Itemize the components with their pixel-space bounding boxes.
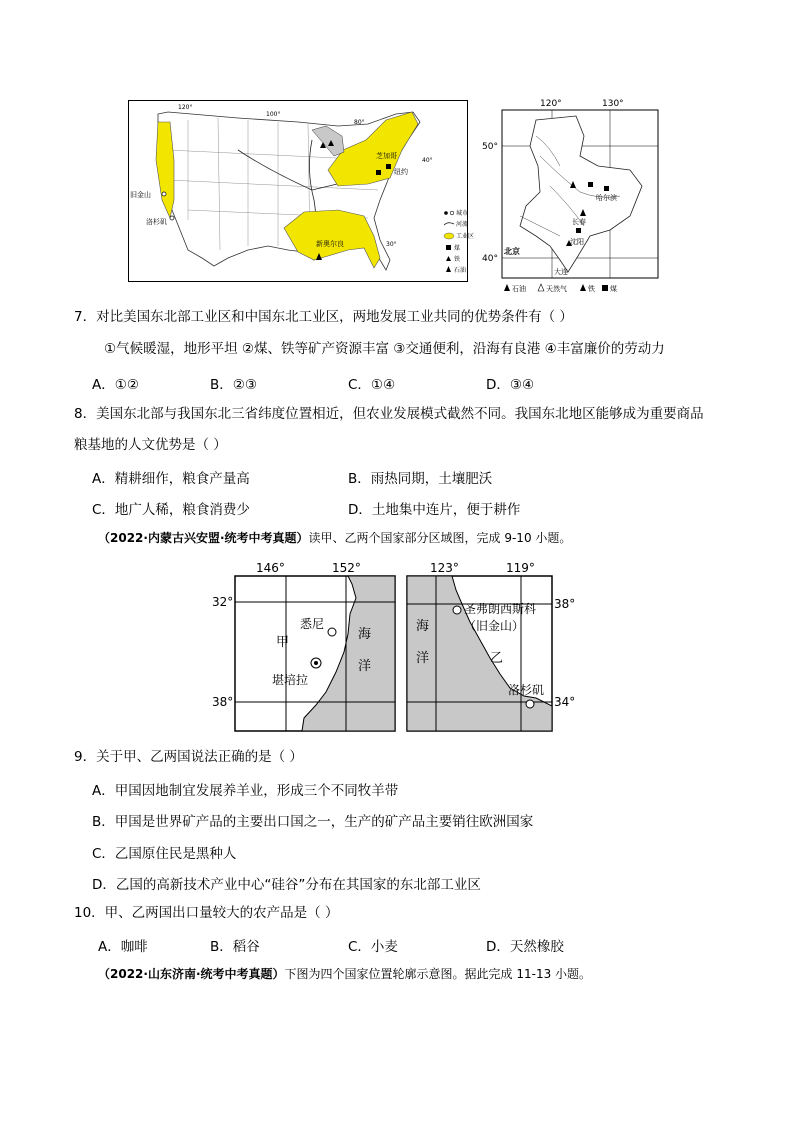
q10-stem: 10．甲、乙两国出口量较大的农产品是（ ） xyxy=(74,905,339,921)
usa-city-ny: 纽约 xyxy=(394,168,408,176)
map-yi xyxy=(404,560,584,738)
yi-sea-char2: 洋 xyxy=(416,651,430,666)
yi-lon-123: 123° xyxy=(430,561,459,575)
jia-city-sydney: 悉尼 xyxy=(300,617,325,631)
usa-legend-zone: 工业区 xyxy=(456,233,475,240)
china-city-changchun: 长春 xyxy=(572,218,586,226)
source1-tag: （2022·内蒙古兴安盟·统考中考真题） xyxy=(98,531,309,545)
source2-text: 下图为四个国家位置轮廓示意图。据此完成 11-13 小题。 xyxy=(284,967,592,981)
china-city-beijing: 北京 xyxy=(504,247,520,256)
china-city-shenyang: 沈阳 xyxy=(570,238,584,246)
q8-option-d[interactable]: D．土地集中连片，便于耕作 xyxy=(348,502,521,518)
jia-city-canberra: 堪培拉 xyxy=(272,673,309,687)
q9-option-d[interactable]: D．乙国的高新技术产业中心“硅谷”分布在其国家的东北部工业区 xyxy=(92,877,481,893)
usa-legend-river: 河流 xyxy=(456,221,469,228)
source2 xyxy=(98,965,591,982)
source2-tag: （2022·山东济南·统考中考真题） xyxy=(98,967,285,981)
q9-option-a[interactable]: A．甲国因地制宜发展养羊业，形成三个不同牧羊带 xyxy=(92,783,399,799)
q8-option-b[interactable]: B．雨热同期，土壤肥沃 xyxy=(348,471,493,487)
q7-option-b[interactable]: B．②③ xyxy=(210,377,257,393)
yi-lat-38: 38° xyxy=(554,597,576,611)
yi-city-sf: 圣弗朗西斯科 xyxy=(464,602,537,616)
usa-city-no: 新奥尔良 xyxy=(316,240,344,248)
usa-lat-40: 40° xyxy=(422,157,433,164)
q9-stem: 9．关于甲、乙两国说法正确的是（ ） xyxy=(74,749,303,765)
q9-option-b[interactable]: B．甲国是世界矿产品的主要出口国之一，生产的矿产品主要销往欧洲国家 xyxy=(92,814,534,830)
q8-stem-line2: 粮基地的人文优势是（ ） xyxy=(74,437,227,453)
q10-option-c[interactable]: C．小麦 xyxy=(348,939,398,955)
q10-option-d[interactable]: D．天然橡胶 xyxy=(486,939,564,955)
usa-legend-coal: 煤 xyxy=(454,245,461,252)
source1 xyxy=(98,529,571,546)
usa-legend-iron: 铁 xyxy=(454,256,461,263)
q7-option-d[interactable]: D．③④ xyxy=(486,377,535,393)
usa-map xyxy=(128,100,475,282)
q8-option-a[interactable]: A．精耕细作，粮食产量高 xyxy=(92,471,250,487)
usa-city-la: 洛杉矶 xyxy=(146,218,167,226)
usa-lon-80: 80° xyxy=(354,119,365,126)
usa-city-sf: 旧金山 xyxy=(130,191,151,199)
jia-lon-152: 152° xyxy=(332,561,361,575)
usa-lon-100: 100° xyxy=(266,111,281,118)
yi-lat-34: 34° xyxy=(554,695,576,709)
q7-conditions: ①气候暖湿，地形平坦 ②煤、铁等矿产资源丰富 ③交通便利，沿海有良港 ④丰富廉价的劳动力 xyxy=(104,341,665,357)
q10-option-a[interactable]: A．咖啡 xyxy=(98,939,148,955)
china-legend-coal: 煤 xyxy=(610,285,617,293)
china-lon-120: 120° xyxy=(540,99,562,109)
usa-city-chicago: 芝加哥 xyxy=(376,152,397,160)
yi-city-la: 洛杉矶 xyxy=(508,683,545,697)
usa-lon-120: 120° xyxy=(178,104,193,111)
q8-option-c[interactable]: C．地广人稀，粮食消费少 xyxy=(92,502,250,518)
china-legend-oil: 石油 xyxy=(512,285,526,293)
jia-lat-32: 32° xyxy=(212,595,234,609)
q7-option-a[interactable]: A．①② xyxy=(92,377,139,393)
usa-lat-30: 30° xyxy=(386,241,397,248)
yi-country-label: 乙 xyxy=(490,651,504,666)
jia-country-label: 甲 xyxy=(276,635,290,650)
china-legend-iron: 铁 xyxy=(588,285,595,293)
china-legend-gas: 天然气 xyxy=(546,285,567,293)
jia-lat-38: 38° xyxy=(212,695,234,709)
china-lat-40: 40° xyxy=(482,254,498,264)
china-city-dalian: 大连 xyxy=(554,268,568,276)
china-lon-130: 130° xyxy=(602,99,624,109)
q10-option-b[interactable]: B．稻谷 xyxy=(210,939,260,955)
source1-text: 读甲、乙两个国家部分区域图，完成 9-10 小题。 xyxy=(308,531,572,545)
china-city-harbin: 哈尔滨 xyxy=(596,194,617,202)
china-lat-50: 50° xyxy=(482,142,498,152)
jia-sea-char1: 海 xyxy=(358,627,372,642)
q7-stem: 7．对比美国东北部工业区和中国东北工业区，两地发展工业共同的优势条件有（ ） xyxy=(74,309,573,325)
map-jia xyxy=(208,560,398,738)
yi-sea-char1: 海 xyxy=(416,619,430,634)
yi-lon-119: 119° xyxy=(506,561,535,575)
q7-option-c[interactable]: C．①④ xyxy=(348,377,396,393)
china-northeast-map xyxy=(480,96,662,294)
q9-option-c[interactable]: C．乙国原住民是黑种人 xyxy=(92,846,237,862)
yi-city-sf-note: （旧金山） xyxy=(464,619,525,633)
usa-legend-city: 城市 xyxy=(456,210,469,217)
usa-legend-oil: 石油 xyxy=(454,267,467,274)
q8-stem-line1: 8．美国东北部与我国东北三省纬度位置相近，但农业发展模式截然不同。我国东北地区能够成为重要商品 xyxy=(74,406,704,422)
jia-sea-char2: 洋 xyxy=(358,659,372,674)
jia-lon-146: 146° xyxy=(256,561,285,575)
